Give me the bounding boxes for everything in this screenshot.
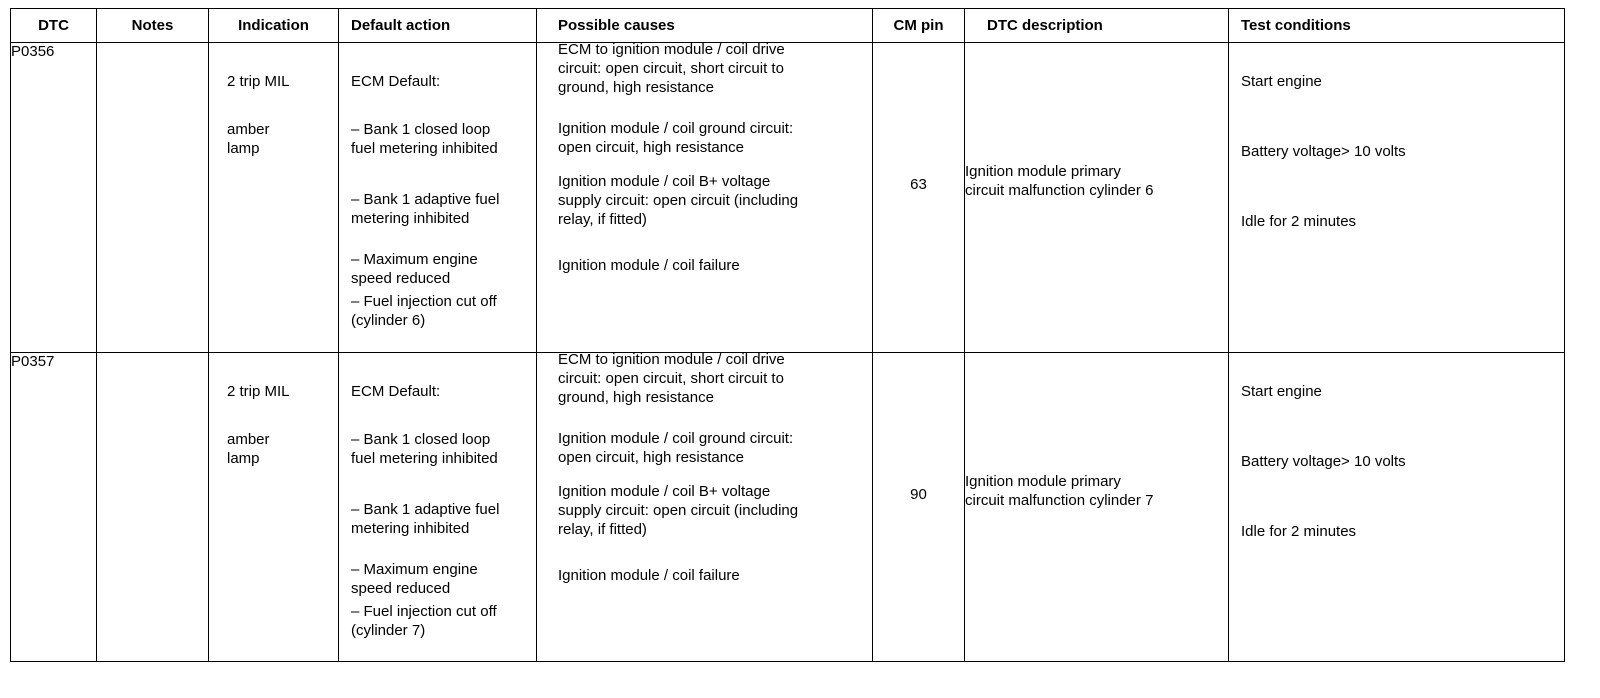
test-condition: Idle for 2 minutes <box>1241 213 1357 230</box>
cause-line: supply circuit: open circuit (including <box>558 502 799 519</box>
cause-line: open circuit, high resistance <box>558 449 744 466</box>
default-action-line: (cylinder 6) <box>351 312 426 329</box>
indication-line: 2 trip MIL <box>227 73 290 90</box>
default-action-line: (cylinder 7) <box>351 622 426 639</box>
default-action-line: – Maximum engine <box>351 561 478 578</box>
cause-line: relay, if fitted) <box>558 211 647 228</box>
description-line: circuit malfunction cylinder 7 <box>965 492 1154 509</box>
header-dtc: DTC <box>11 9 97 43</box>
cause-line: ECM to ignition module / coil drive <box>558 351 785 368</box>
indication-line: lamp <box>227 140 260 157</box>
header-dtc-description: DTC description <box>965 9 1229 43</box>
default-action-cell <box>339 353 537 662</box>
cause-line: circuit: open circuit, short circuit to <box>558 60 784 77</box>
header-possible-causes: Possible causes <box>537 9 873 43</box>
cause-line: relay, if fitted) <box>558 521 647 538</box>
header-indication: Indication <box>209 9 339 43</box>
cm-pin-cell <box>873 353 965 662</box>
cause-line: Ignition module / coil failure <box>558 567 740 584</box>
cause-line: Ignition module / coil ground circuit: <box>558 120 794 137</box>
indication-line: amber <box>227 121 270 138</box>
indication-line: lamp <box>227 450 260 467</box>
default-action-line: – Bank 1 adaptive fuel <box>351 501 500 518</box>
cause-line: Ignition module / coil failure <box>558 257 740 274</box>
default-action-line: – Fuel injection cut off <box>351 603 497 620</box>
default-action-line: – Fuel injection cut off <box>351 293 497 310</box>
default-action-line: speed reduced <box>351 580 451 597</box>
cause-line: open circuit, high resistance <box>558 139 744 156</box>
default-action-heading: ECM Default: <box>351 73 441 90</box>
default-action-line: metering inhibited <box>351 210 470 227</box>
table-row <box>11 353 1565 662</box>
cause-line: ground, high resistance <box>558 389 714 406</box>
default-action-line: – Bank 1 adaptive fuel <box>351 191 500 208</box>
cause-line: circuit: open circuit, short circuit to <box>558 370 784 387</box>
header-cm-pin: CM pin <box>873 9 965 43</box>
test-conditions-cell <box>1229 353 1565 662</box>
header-notes: Notes <box>97 9 209 43</box>
test-condition: Start engine <box>1241 73 1322 90</box>
test-condition: Idle for 2 minutes <box>1241 523 1357 540</box>
cause-line: ECM to ignition module / coil drive <box>558 41 785 58</box>
possible-causes-cell <box>537 43 873 353</box>
description-line: Ignition module primary <box>965 473 1121 490</box>
indication-cell <box>209 43 339 353</box>
default-action-line: – Bank 1 closed loop <box>351 431 491 448</box>
default-action-cell <box>339 43 537 353</box>
indication-cell <box>209 353 339 662</box>
cause-line: Ignition module / coil B+ voltage <box>558 173 771 190</box>
cause-line: ground, high resistance <box>558 79 714 96</box>
default-action-line: – Maximum engine <box>351 251 478 268</box>
dtc-description-cell <box>965 43 1229 353</box>
indication-line: 2 trip MIL <box>227 383 290 400</box>
test-condition: Battery voltage> 10 volts <box>1241 143 1406 160</box>
cm-pin-cell <box>873 43 965 353</box>
cm-pin-value: 90 <box>910 486 927 503</box>
dtc-code: P0356 <box>11 43 97 353</box>
test-condition: Start engine <box>1241 383 1322 400</box>
table-row <box>11 43 1565 353</box>
default-action-heading: ECM Default: <box>351 383 441 400</box>
notes-cell <box>97 43 209 353</box>
cm-pin-value: 63 <box>910 176 927 193</box>
dtc-code: P0357 <box>11 353 97 662</box>
test-conditions-cell <box>1229 43 1565 353</box>
default-action-line: speed reduced <box>351 270 451 287</box>
possible-causes-cell <box>537 353 873 662</box>
default-action-line: fuel metering inhibited <box>351 450 498 467</box>
cause-line: supply circuit: open circuit (including <box>558 192 799 209</box>
dtc-table <box>10 8 1565 662</box>
header-default-action: Default action <box>339 9 537 43</box>
dtc-description-cell <box>965 353 1229 662</box>
header-test-conditions: Test conditions <box>1229 9 1565 43</box>
cause-line: Ignition module / coil B+ voltage <box>558 483 771 500</box>
header-row <box>11 9 1565 43</box>
default-action-line: – Bank 1 closed loop <box>351 121 491 138</box>
default-action-line: metering inhibited <box>351 520 470 537</box>
description-line: Ignition module primary <box>965 163 1121 180</box>
cause-line: Ignition module / coil ground circuit: <box>558 430 794 447</box>
default-action-line: fuel metering inhibited <box>351 140 498 157</box>
test-condition: Battery voltage> 10 volts <box>1241 453 1406 470</box>
notes-cell <box>97 353 209 662</box>
indication-line: amber <box>227 431 270 448</box>
description-line: circuit malfunction cylinder 6 <box>965 182 1154 199</box>
